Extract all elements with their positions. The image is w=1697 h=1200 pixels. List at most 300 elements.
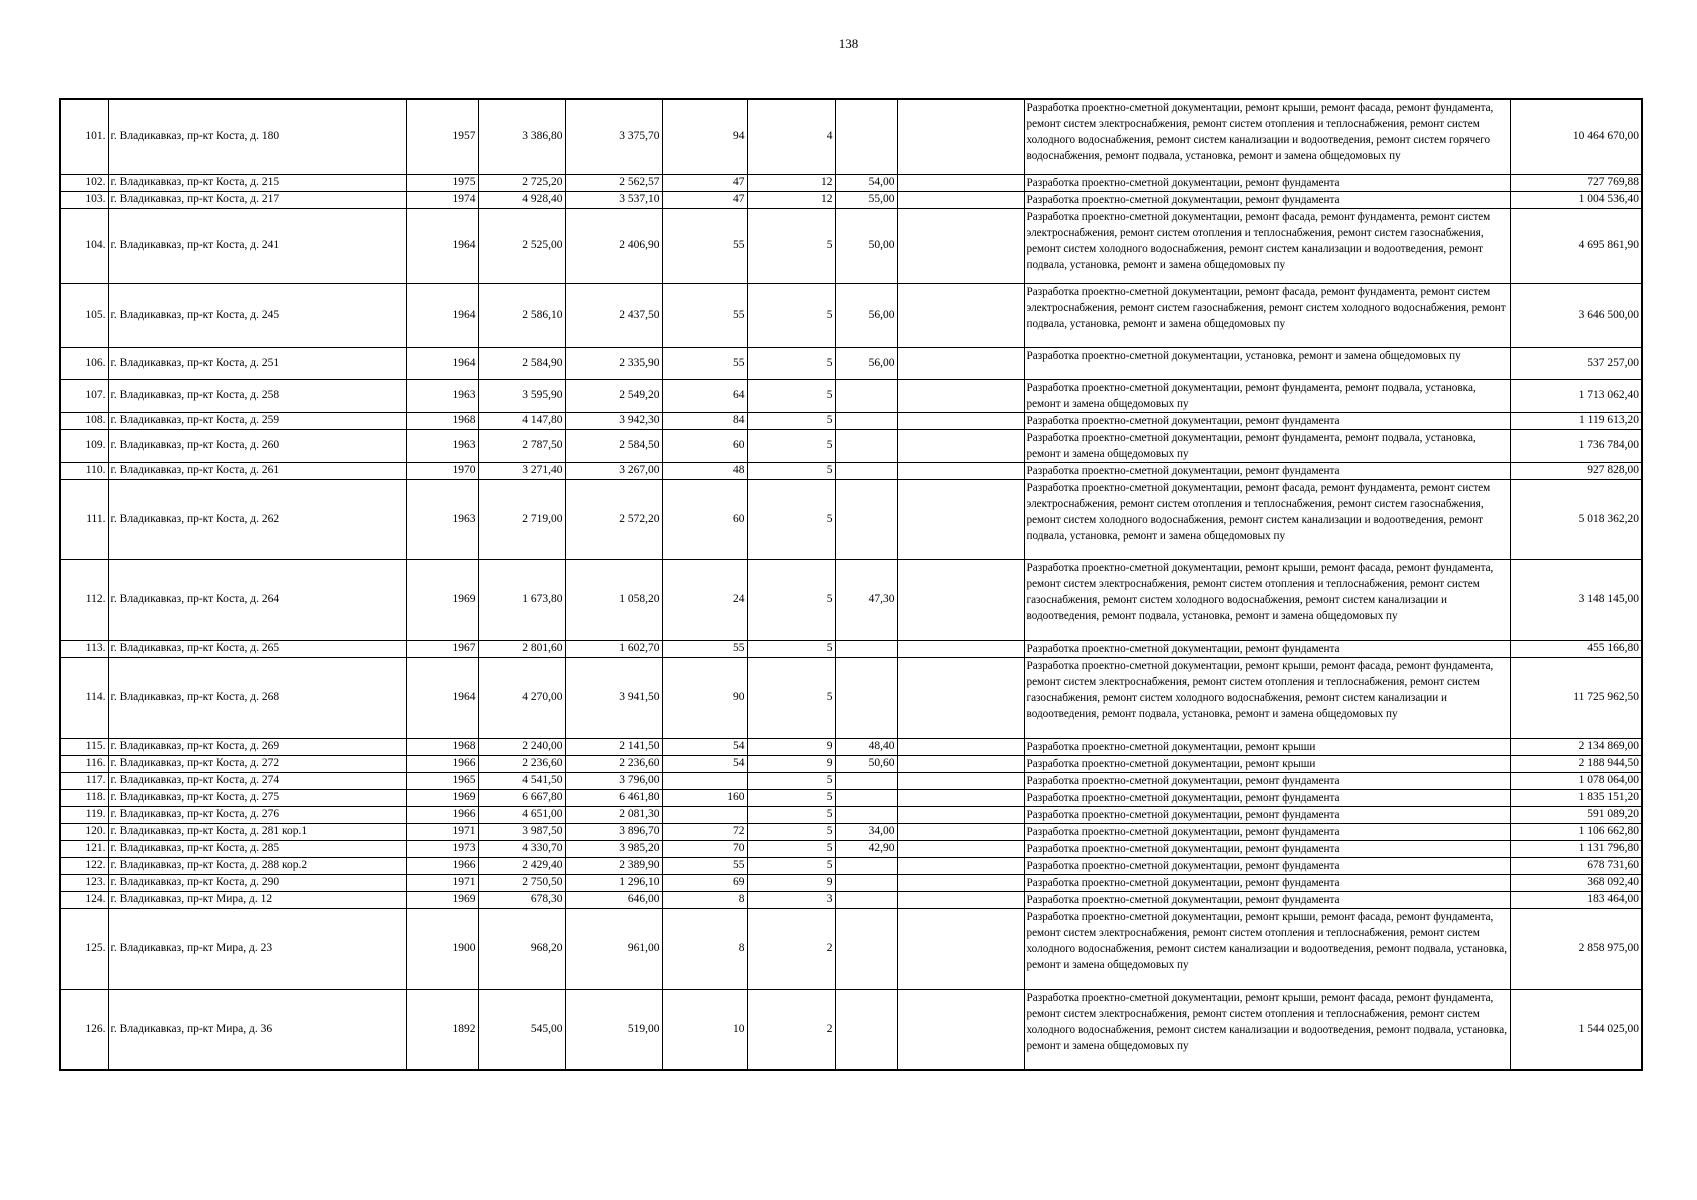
table-row — [60, 640, 1642, 657]
floors-cell: 5 — [747, 857, 835, 874]
residential-area-cell: 2 081,30 — [565, 806, 662, 823]
address-cell: г. Владикавказ, пр-кт Коста, д. 276 — [108, 806, 406, 823]
year-cell: 1964 — [406, 283, 478, 347]
total-area-cell: 2 240,00 — [478, 738, 565, 755]
year-cell: 1968 — [406, 412, 478, 429]
empty-cell — [897, 789, 1024, 806]
empty-cell — [897, 191, 1024, 208]
row-number: 116. — [60, 755, 108, 772]
empty-cell — [897, 283, 1024, 347]
address-cell: г. Владикавказ, пр-кт Коста, д. 274 — [108, 772, 406, 789]
address-cell: г. Владикавказ, пр-кт Коста, д. 261 — [108, 462, 406, 479]
extra-value-cell — [835, 891, 897, 908]
works-cell: Разработка проектно-сметной документации, ремонт фундамента — [1024, 462, 1510, 479]
table-row — [60, 755, 1642, 772]
floors-cell: 5 — [747, 789, 835, 806]
row-number: 117. — [60, 772, 108, 789]
floors-cell: 2 — [747, 908, 835, 989]
total-cost-cell: 1 119 613,20 — [1510, 412, 1642, 429]
total-cost-cell: 537 257,00 — [1510, 347, 1642, 379]
year-cell: 1975 — [406, 174, 478, 191]
address-cell: г. Владикавказ, пр-кт Коста, д. 215 — [108, 174, 406, 191]
total-area-cell: 4 651,00 — [478, 806, 565, 823]
total-cost-cell: 183 464,00 — [1510, 891, 1642, 908]
year-cell: 1963 — [406, 429, 478, 462]
empty-cell — [897, 908, 1024, 989]
works-cell: Разработка проектно-сметной документации, ремонт фундамента — [1024, 840, 1510, 857]
works-cell: Разработка проектно-сметной документации, ремонт крыши, ремонт фасада, ремонт фундамента, ремонт систем электроснабжения, ремонт систем отопления и теплоснабжения, ремонт систем холодного водоснабжения, ремонт систем канализации и водоотведения, ремонт систем горячего водоснабжения, ремонт подвала, установка, ремонт и замена общедомовых пу — [1024, 99, 1510, 174]
floors-cell: 5 — [747, 429, 835, 462]
address-cell: г. Владикавказ, пр-кт Мира, д. 12 — [108, 891, 406, 908]
table-row — [60, 908, 1642, 989]
extra-value-cell: 56,00 — [835, 347, 897, 379]
total-cost-cell: 1 835 151,20 — [1510, 789, 1642, 806]
floors-cell: 9 — [747, 755, 835, 772]
residential-area-cell: 2 389,90 — [565, 857, 662, 874]
residents-cell: 24 — [662, 559, 747, 640]
empty-cell — [897, 989, 1024, 1070]
extra-value-cell: 42,90 — [835, 840, 897, 857]
address-cell: г. Владикавказ, пр-кт Мира, д. 36 — [108, 989, 406, 1070]
empty-cell — [897, 874, 1024, 891]
empty-cell — [897, 559, 1024, 640]
row-number: 101. — [60, 99, 108, 174]
works-cell: Разработка проектно-сметной документации, ремонт крыши, ремонт фасада, ремонт фундамента, ремонт систем электроснабжения, ремонт систем отопления и теплоснабжения, ремонт систем газоснабжения, ремонт систем холодного водоснабжения, ремонт систем канализации и водоотведения, ремонт подвала, установка, ремонт и замена общедомовых пу — [1024, 559, 1510, 640]
works-cell: Разработка проектно-сметной документации, ремонт фасада, ремонт фундамента, ремонт систем электроснабжения, ремонт систем газоснабжения, ремонт систем холодного водоснабжения, ремонт подвала, установка, ремонт и замена общедомовых пу — [1024, 283, 1510, 347]
address-cell: г. Владикавказ, пр-кт Мира, д. 23 — [108, 908, 406, 989]
total-cost-cell: 591 089,20 — [1510, 806, 1642, 823]
total-area-cell: 4 928,40 — [478, 191, 565, 208]
total-cost-cell: 1 713 062,40 — [1510, 379, 1642, 412]
residential-area-cell: 3 896,70 — [565, 823, 662, 840]
table-row — [60, 738, 1642, 755]
total-area-cell: 2 750,50 — [478, 874, 565, 891]
year-cell: 1964 — [406, 208, 478, 283]
works-cell: Разработка проектно-сметной документации, ремонт фундамента, ремонт подвала, установка, ремонт и замена общедомовых пу — [1024, 379, 1510, 412]
total-area-cell: 6 667,80 — [478, 789, 565, 806]
address-cell: г. Владикавказ, пр-кт Коста, д. 217 — [108, 191, 406, 208]
extra-value-cell — [835, 479, 897, 559]
residents-cell: 48 — [662, 462, 747, 479]
works-cell: Разработка проектно-сметной документации, ремонт фундамента — [1024, 412, 1510, 429]
table-row — [60, 806, 1642, 823]
empty-cell — [897, 806, 1024, 823]
building-repair-table — [59, 98, 1643, 1071]
total-area-cell: 4 147,80 — [478, 412, 565, 429]
residents-cell — [662, 806, 747, 823]
address-cell: г. Владикавказ, пр-кт Коста, д. 281 кор.1 — [108, 823, 406, 840]
table-row — [60, 347, 1642, 379]
year-cell: 1964 — [406, 657, 478, 738]
table-row — [60, 191, 1642, 208]
total-cost-cell: 1 106 662,80 — [1510, 823, 1642, 840]
table-row — [60, 559, 1642, 640]
total-area-cell: 3 595,90 — [478, 379, 565, 412]
residential-area-cell: 1 602,70 — [565, 640, 662, 657]
row-number: 110. — [60, 462, 108, 479]
residents-cell: 60 — [662, 429, 747, 462]
row-number: 120. — [60, 823, 108, 840]
residential-area-cell: 2 562,57 — [565, 174, 662, 191]
table-row — [60, 874, 1642, 891]
extra-value-cell — [835, 857, 897, 874]
total-area-cell: 2 236,60 — [478, 755, 565, 772]
address-cell: г. Владикавказ, пр-кт Коста, д. 251 — [108, 347, 406, 379]
address-cell: г. Владикавказ, пр-кт Коста, д. 245 — [108, 283, 406, 347]
total-area-cell: 968,20 — [478, 908, 565, 989]
works-cell: Разработка проектно-сметной документации, ремонт фундамента — [1024, 789, 1510, 806]
total-cost-cell: 727 769,88 — [1510, 174, 1642, 191]
table-row — [60, 208, 1642, 283]
page-number: 138 — [838, 36, 859, 51]
total-cost-cell: 455 166,80 — [1510, 640, 1642, 657]
works-cell: Разработка проектно-сметной документации, ремонт фундамента — [1024, 191, 1510, 208]
year-cell: 1964 — [406, 347, 478, 379]
row-number: 124. — [60, 891, 108, 908]
floors-cell: 5 — [747, 559, 835, 640]
row-number: 125. — [60, 908, 108, 989]
floors-cell: 5 — [747, 379, 835, 412]
table-row — [60, 891, 1642, 908]
year-cell: 1973 — [406, 840, 478, 857]
table-row — [60, 99, 1642, 174]
extra-value-cell: 50,60 — [835, 755, 897, 772]
residential-area-cell: 519,00 — [565, 989, 662, 1070]
table-row — [60, 989, 1642, 1070]
residential-area-cell: 2 549,20 — [565, 379, 662, 412]
total-cost-cell: 1 004 536,40 — [1510, 191, 1642, 208]
works-cell: Разработка проектно-сметной документации, ремонт фундамента, ремонт подвала, установка, ремонт и замена общедомовых пу — [1024, 429, 1510, 462]
row-number: 121. — [60, 840, 108, 857]
row-number: 113. — [60, 640, 108, 657]
empty-cell — [897, 738, 1024, 755]
year-cell: 1974 — [406, 191, 478, 208]
total-cost-cell: 927 828,00 — [1510, 462, 1642, 479]
table-row — [60, 412, 1642, 429]
residents-cell: 55 — [662, 640, 747, 657]
residents-cell: 72 — [662, 823, 747, 840]
total-cost-cell: 2 188 944,50 — [1510, 755, 1642, 772]
total-area-cell: 3 386,80 — [478, 99, 565, 174]
year-cell: 1963 — [406, 479, 478, 559]
empty-cell — [897, 174, 1024, 191]
row-number: 106. — [60, 347, 108, 379]
residential-area-cell: 1 058,20 — [565, 559, 662, 640]
residents-cell: 8 — [662, 908, 747, 989]
table-row — [60, 657, 1642, 738]
address-cell: г. Владикавказ, пр-кт Коста, д. 264 — [108, 559, 406, 640]
total-cost-cell: 1 131 796,80 — [1510, 840, 1642, 857]
total-area-cell: 2 719,00 — [478, 479, 565, 559]
row-number: 119. — [60, 806, 108, 823]
total-cost-cell: 3 148 145,00 — [1510, 559, 1642, 640]
works-cell: Разработка проектно-сметной документации, ремонт фасада, ремонт фундамента, ремонт систем электроснабжения, ремонт систем отопления и теплоснабжения, ремонт систем газоснабжения, ремонт систем холодного водоснабжения, ремонт систем канализации и водоотведения, ремонт подвала, установка, ремонт и замена общедомовых пу — [1024, 479, 1510, 559]
floors-cell: 2 — [747, 989, 835, 1070]
residents-cell — [662, 772, 747, 789]
floors-cell: 5 — [747, 640, 835, 657]
row-number: 105. — [60, 283, 108, 347]
address-cell: г. Владикавказ, пр-кт Коста, д. 258 — [108, 379, 406, 412]
table-row — [60, 429, 1642, 462]
empty-cell — [897, 479, 1024, 559]
extra-value-cell — [835, 379, 897, 412]
empty-cell — [897, 772, 1024, 789]
total-area-cell: 2 584,90 — [478, 347, 565, 379]
empty-cell — [897, 857, 1024, 874]
total-cost-cell: 11 725 962,50 — [1510, 657, 1642, 738]
row-number: 107. — [60, 379, 108, 412]
row-number: 102. — [60, 174, 108, 191]
floors-cell: 4 — [747, 99, 835, 174]
table-row — [60, 789, 1642, 806]
address-cell: г. Владикавказ, пр-кт Коста, д. 265 — [108, 640, 406, 657]
empty-cell — [897, 840, 1024, 857]
table-row — [60, 857, 1642, 874]
extra-value-cell — [835, 789, 897, 806]
row-number: 108. — [60, 412, 108, 429]
residents-cell: 10 — [662, 989, 747, 1070]
table-body — [60, 99, 1642, 1070]
floors-cell: 5 — [747, 208, 835, 283]
works-cell: Разработка проектно-сметной документации, ремонт фундамента — [1024, 772, 1510, 789]
total-area-cell: 2 586,10 — [478, 283, 565, 347]
total-cost-cell: 2 134 869,00 — [1510, 738, 1642, 755]
total-area-cell: 3 271,40 — [478, 462, 565, 479]
works-cell: Разработка проектно-сметной документации, ремонт крыши, ремонт фасада, ремонт фундамента, ремонт систем электроснабжения, ремонт систем отопления и теплоснабжения, ремонт систем газоснабжения, ремонт систем холодного водоснабжения, ремонт систем канализации и водоотведения, ремонт подвала, установка, ремонт и замена общедомовых пу — [1024, 657, 1510, 738]
total-area-cell: 4 541,50 — [478, 772, 565, 789]
residential-area-cell: 3 985,20 — [565, 840, 662, 857]
floors-cell: 5 — [747, 772, 835, 789]
floors-cell: 5 — [747, 823, 835, 840]
total-area-cell: 2 787,50 — [478, 429, 565, 462]
floors-cell: 5 — [747, 840, 835, 857]
residential-area-cell: 3 941,50 — [565, 657, 662, 738]
extra-value-cell — [835, 908, 897, 989]
address-cell: г. Владикавказ, пр-кт Коста, д. 269 — [108, 738, 406, 755]
floors-cell: 9 — [747, 738, 835, 755]
empty-cell — [897, 657, 1024, 738]
extra-value-cell — [835, 429, 897, 462]
year-cell: 1969 — [406, 789, 478, 806]
year-cell: 1900 — [406, 908, 478, 989]
works-cell: Разработка проектно-сметной документации, ремонт фундамента — [1024, 874, 1510, 891]
residential-area-cell: 3 267,00 — [565, 462, 662, 479]
residential-area-cell: 2 437,50 — [565, 283, 662, 347]
row-number: 114. — [60, 657, 108, 738]
year-cell: 1969 — [406, 559, 478, 640]
residents-cell: 8 — [662, 891, 747, 908]
year-cell: 1970 — [406, 462, 478, 479]
residential-area-cell: 2 406,90 — [565, 208, 662, 283]
extra-value-cell: 54,00 — [835, 174, 897, 191]
row-number: 123. — [60, 874, 108, 891]
table-row — [60, 772, 1642, 789]
extra-value-cell: 50,00 — [835, 208, 897, 283]
floors-cell: 5 — [747, 462, 835, 479]
extra-value-cell: 34,00 — [835, 823, 897, 840]
residents-cell: 47 — [662, 174, 747, 191]
residents-cell: 94 — [662, 99, 747, 174]
table-row — [60, 462, 1642, 479]
extra-value-cell — [835, 640, 897, 657]
residential-area-cell: 3 375,70 — [565, 99, 662, 174]
total-area-cell: 4 270,00 — [478, 657, 565, 738]
table-row — [60, 283, 1642, 347]
residential-area-cell: 3 537,10 — [565, 191, 662, 208]
extra-value-cell — [835, 657, 897, 738]
extra-value-cell — [835, 412, 897, 429]
works-cell: Разработка проектно-сметной документации, ремонт фундамента — [1024, 857, 1510, 874]
residential-area-cell: 6 461,80 — [565, 789, 662, 806]
table-row — [60, 379, 1642, 412]
empty-cell — [897, 99, 1024, 174]
floors-cell: 5 — [747, 412, 835, 429]
floors-cell: 5 — [747, 806, 835, 823]
extra-value-cell: 56,00 — [835, 283, 897, 347]
year-cell: 1968 — [406, 738, 478, 755]
address-cell: г. Владикавказ, пр-кт Коста, д. 275 — [108, 789, 406, 806]
extra-value-cell: 47,30 — [835, 559, 897, 640]
empty-cell — [897, 462, 1024, 479]
total-cost-cell: 1 544 025,00 — [1510, 989, 1642, 1070]
residents-cell: 54 — [662, 738, 747, 755]
extra-value-cell — [835, 874, 897, 891]
floors-cell: 5 — [747, 657, 835, 738]
floors-cell: 3 — [747, 891, 835, 908]
residents-cell: 60 — [662, 479, 747, 559]
floors-cell: 9 — [747, 874, 835, 891]
residential-area-cell: 1 296,10 — [565, 874, 662, 891]
residential-area-cell: 2 572,20 — [565, 479, 662, 559]
row-number: 126. — [60, 989, 108, 1070]
residents-cell: 70 — [662, 840, 747, 857]
total-cost-cell: 2 858 975,00 — [1510, 908, 1642, 989]
floors-cell: 5 — [747, 479, 835, 559]
empty-cell — [897, 823, 1024, 840]
year-cell: 1966 — [406, 806, 478, 823]
floors-cell: 12 — [747, 191, 835, 208]
works-cell: Разработка проектно-сметной документации, ремонт крыши, ремонт фасада, ремонт фундамента, ремонт систем электроснабжения, ремонт систем отопления и теплоснабжения, ремонт систем холодного водоснабжения, ремонт систем канализации и водоотведения, ремонт подвала, установка, ремонт и замена общедомовых пу — [1024, 989, 1510, 1070]
table-row — [60, 174, 1642, 191]
works-cell: Разработка проектно-сметной документации, ремонт фундамента — [1024, 174, 1510, 191]
total-area-cell: 2 801,60 — [478, 640, 565, 657]
residents-cell: 55 — [662, 857, 747, 874]
residential-area-cell: 646,00 — [565, 891, 662, 908]
total-cost-cell: 1 736 784,00 — [1510, 429, 1642, 462]
residents-cell: 55 — [662, 283, 747, 347]
works-cell: Разработка проектно-сметной документации, ремонт крыши — [1024, 738, 1510, 755]
empty-cell — [897, 412, 1024, 429]
year-cell: 1957 — [406, 99, 478, 174]
year-cell: 1971 — [406, 874, 478, 891]
row-number: 111. — [60, 479, 108, 559]
total-area-cell: 2 725,20 — [478, 174, 565, 191]
floors-cell: 5 — [747, 347, 835, 379]
works-cell: Разработка проектно-сметной документации, ремонт фундамента — [1024, 806, 1510, 823]
residents-cell: 55 — [662, 208, 747, 283]
empty-cell — [897, 640, 1024, 657]
works-cell: Разработка проектно-сметной документации, ремонт фундамента — [1024, 891, 1510, 908]
empty-cell — [897, 429, 1024, 462]
extra-value-cell — [835, 989, 897, 1070]
year-cell: 1969 — [406, 891, 478, 908]
extra-value-cell: 55,00 — [835, 191, 897, 208]
works-cell: Разработка проектно-сметной документации, ремонт фундамента — [1024, 823, 1510, 840]
total-cost-cell: 4 695 861,90 — [1510, 208, 1642, 283]
residential-area-cell: 3 796,00 — [565, 772, 662, 789]
extra-value-cell: 48,40 — [835, 738, 897, 755]
address-cell: г. Владикавказ, пр-кт Коста, д. 285 — [108, 840, 406, 857]
row-number: 103. — [60, 191, 108, 208]
extra-value-cell — [835, 806, 897, 823]
residential-area-cell: 2 584,50 — [565, 429, 662, 462]
address-cell: г. Владикавказ, пр-кт Коста, д. 272 — [108, 755, 406, 772]
residents-cell: 47 — [662, 191, 747, 208]
residential-area-cell: 2 236,60 — [565, 755, 662, 772]
table-row — [60, 840, 1642, 857]
year-cell: 1966 — [406, 755, 478, 772]
row-number: 109. — [60, 429, 108, 462]
residential-area-cell: 2 335,90 — [565, 347, 662, 379]
address-cell: г. Владикавказ, пр-кт Коста, д. 260 — [108, 429, 406, 462]
total-area-cell: 1 673,80 — [478, 559, 565, 640]
works-cell: Разработка проектно-сметной документации, ремонт фундамента — [1024, 640, 1510, 657]
empty-cell — [897, 379, 1024, 412]
total-area-cell: 4 330,70 — [478, 840, 565, 857]
table-row — [60, 823, 1642, 840]
total-area-cell: 3 987,50 — [478, 823, 565, 840]
address-cell: г. Владикавказ, пр-кт Коста, д. 288 кор.2 — [108, 857, 406, 874]
year-cell: 1892 — [406, 989, 478, 1070]
year-cell: 1963 — [406, 379, 478, 412]
residential-area-cell: 2 141,50 — [565, 738, 662, 755]
total-cost-cell: 678 731,60 — [1510, 857, 1642, 874]
works-cell: Разработка проектно-сметной документации, ремонт крыши — [1024, 755, 1510, 772]
row-number: 112. — [60, 559, 108, 640]
total-cost-cell: 1 078 064,00 — [1510, 772, 1642, 789]
row-number: 122. — [60, 857, 108, 874]
row-number: 115. — [60, 738, 108, 755]
empty-cell — [897, 891, 1024, 908]
address-cell: г. Владикавказ, пр-кт Коста, д. 259 — [108, 412, 406, 429]
address-cell: г. Владикавказ, пр-кт Коста, д. 268 — [108, 657, 406, 738]
address-cell: г. Владикавказ, пр-кт Коста, д. 180 — [108, 99, 406, 174]
extra-value-cell — [835, 462, 897, 479]
residents-cell: 90 — [662, 657, 747, 738]
floors-cell: 12 — [747, 174, 835, 191]
residential-area-cell: 961,00 — [565, 908, 662, 989]
empty-cell — [897, 755, 1024, 772]
residents-cell: 64 — [662, 379, 747, 412]
year-cell: 1971 — [406, 823, 478, 840]
year-cell: 1967 — [406, 640, 478, 657]
total-area-cell: 2 429,40 — [478, 857, 565, 874]
residential-area-cell: 3 942,30 — [565, 412, 662, 429]
row-number: 104. — [60, 208, 108, 283]
empty-cell — [897, 347, 1024, 379]
residents-cell: 69 — [662, 874, 747, 891]
table-row — [60, 479, 1642, 559]
extra-value-cell — [835, 99, 897, 174]
total-cost-cell: 368 092,40 — [1510, 874, 1642, 891]
total-cost-cell: 3 646 500,00 — [1510, 283, 1642, 347]
address-cell: г. Владикавказ, пр-кт Коста, д. 262 — [108, 479, 406, 559]
total-area-cell: 2 525,00 — [478, 208, 565, 283]
empty-cell — [897, 208, 1024, 283]
row-number: 118. — [60, 789, 108, 806]
total-cost-cell: 5 018 362,20 — [1510, 479, 1642, 559]
address-cell: г. Владикавказ, пр-кт Коста, д. 241 — [108, 208, 406, 283]
